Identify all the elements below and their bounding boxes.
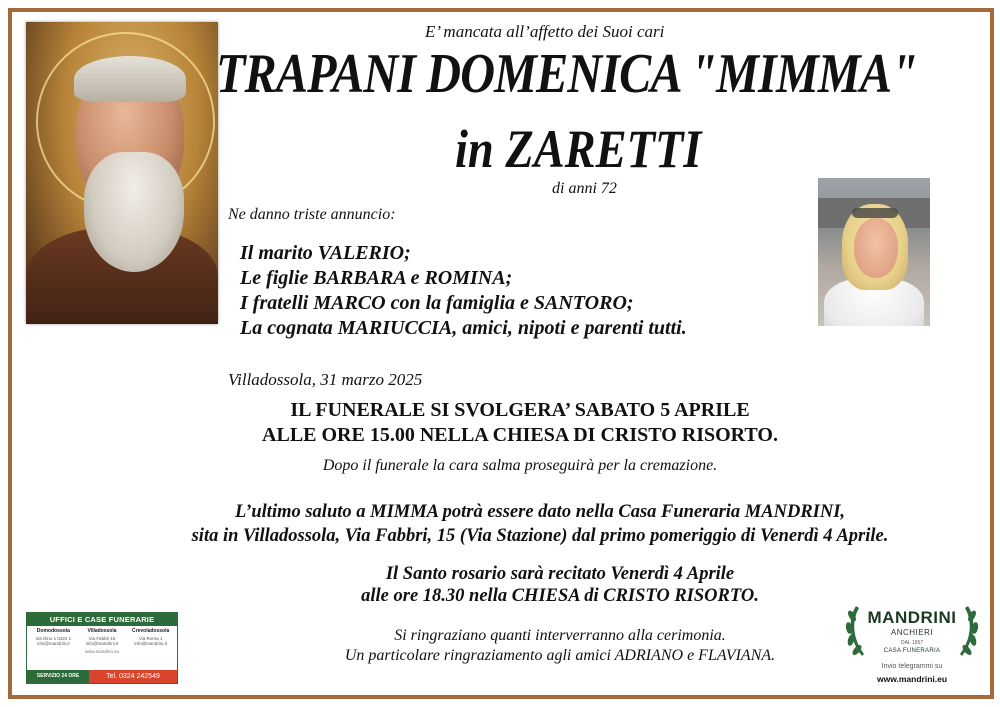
logo-type: CASA FUNERARIA — [883, 648, 941, 654]
office-line: Via Roma 1 — [138, 636, 163, 641]
office-column — [80, 629, 124, 646]
deceased-age: di anni 72 — [552, 180, 617, 197]
thanks-line: Si ringraziano quanti interverranno alla cerimonia. — [394, 627, 726, 644]
thanks-note — [200, 626, 920, 666]
place-date: Villadossola, 31 marzo 2025 — [228, 370, 423, 389]
family-line: I fratelli MARCO con la famiglia e SANTORO; — [240, 292, 634, 314]
offices-website[interactable]: www.mandrini.eu — [84, 649, 120, 654]
farewell-info — [100, 500, 980, 548]
phone-number[interactable]: Tel. 0324 242549 — [89, 670, 177, 683]
funeral-line: IL FUNERALE SI SVOLGERA’ SABATO 5 APRILE — [290, 399, 750, 421]
offices-box — [26, 612, 178, 684]
family-line: La cognata MARIUCCIA, amici, nipoti e parenti tutti. — [240, 317, 687, 339]
office-name: Domodossola — [36, 628, 70, 634]
deceased-portrait-photo — [818, 178, 930, 326]
rosary-line: alle ore 18.30 nella CHIESA di CRISTO RISORTO. — [361, 586, 759, 606]
mandrini-logo — [838, 596, 986, 686]
rosary-line: Il Santo rosario sarà recitato Venerdì 4 Aprile — [385, 564, 735, 584]
thanks-line: Un particolare ringraziamento agli amici ADRIANO e FLAVIANA. — [344, 647, 776, 664]
telegram-note: Invio telegrammi su — [881, 663, 943, 670]
logo-since: DAL 1957 — [900, 640, 924, 646]
notice-header: E’ mancata all’affetto dei Suoi cari — [425, 22, 665, 41]
funeral-line: ALLE ORE 15.00 NELLA CHIESA DI CRISTO RISORTO. — [262, 424, 778, 446]
office-line: Via Fabbri 15 — [88, 636, 116, 641]
office-column — [129, 629, 173, 646]
deceased-name: TRAPANI DOMENICA "MIMMA" — [216, 43, 918, 105]
offices-title: UFFICI E CASE FUNERARIE — [27, 613, 177, 626]
farewell-line: sita in Villadossola, Via Fabbri, 15 (Via Stazione) dal primo pomeriggio di Venerdì 4 Aprile. — [191, 526, 889, 546]
office-line: Via Dino 1 0324 1 — [35, 636, 72, 641]
saint-icon-image — [26, 22, 218, 324]
office-name: Villadossola — [87, 628, 117, 634]
farewell-line: L’ultimo saluto a MIMMA potrà essere dato nella Casa Funeraria MANDRINI, — [234, 502, 846, 522]
funeral-info — [200, 398, 840, 448]
office-name: Crevoladossola — [132, 628, 170, 634]
rosary-info — [200, 563, 920, 607]
office-column — [31, 629, 75, 646]
announcement-intro: Ne danno triste annuncio: — [228, 206, 396, 223]
logo-subtitle: ANCHIERI — [890, 628, 934, 637]
logo-brand: MANDRINI — [867, 608, 957, 627]
office-line: info@mandrini.it — [134, 641, 167, 646]
family-list — [240, 241, 687, 341]
office-line: info@mandrini.it — [37, 641, 70, 646]
family-line: Le figlie BARBARA e ROMINA; — [240, 267, 513, 289]
cremation-note: Dopo il funerale la cara salma proseguirà per la cremazione. — [322, 457, 718, 474]
family-line: Il marito VALERIO; — [240, 242, 411, 264]
logo-website[interactable]: www.mandrini.eu — [876, 674, 948, 684]
deceased-married-name: in ZARETTI — [455, 119, 702, 179]
office-line: info@mandrini.it — [85, 641, 119, 646]
service-label: SERVIZIO 24 ORE — [27, 670, 89, 683]
